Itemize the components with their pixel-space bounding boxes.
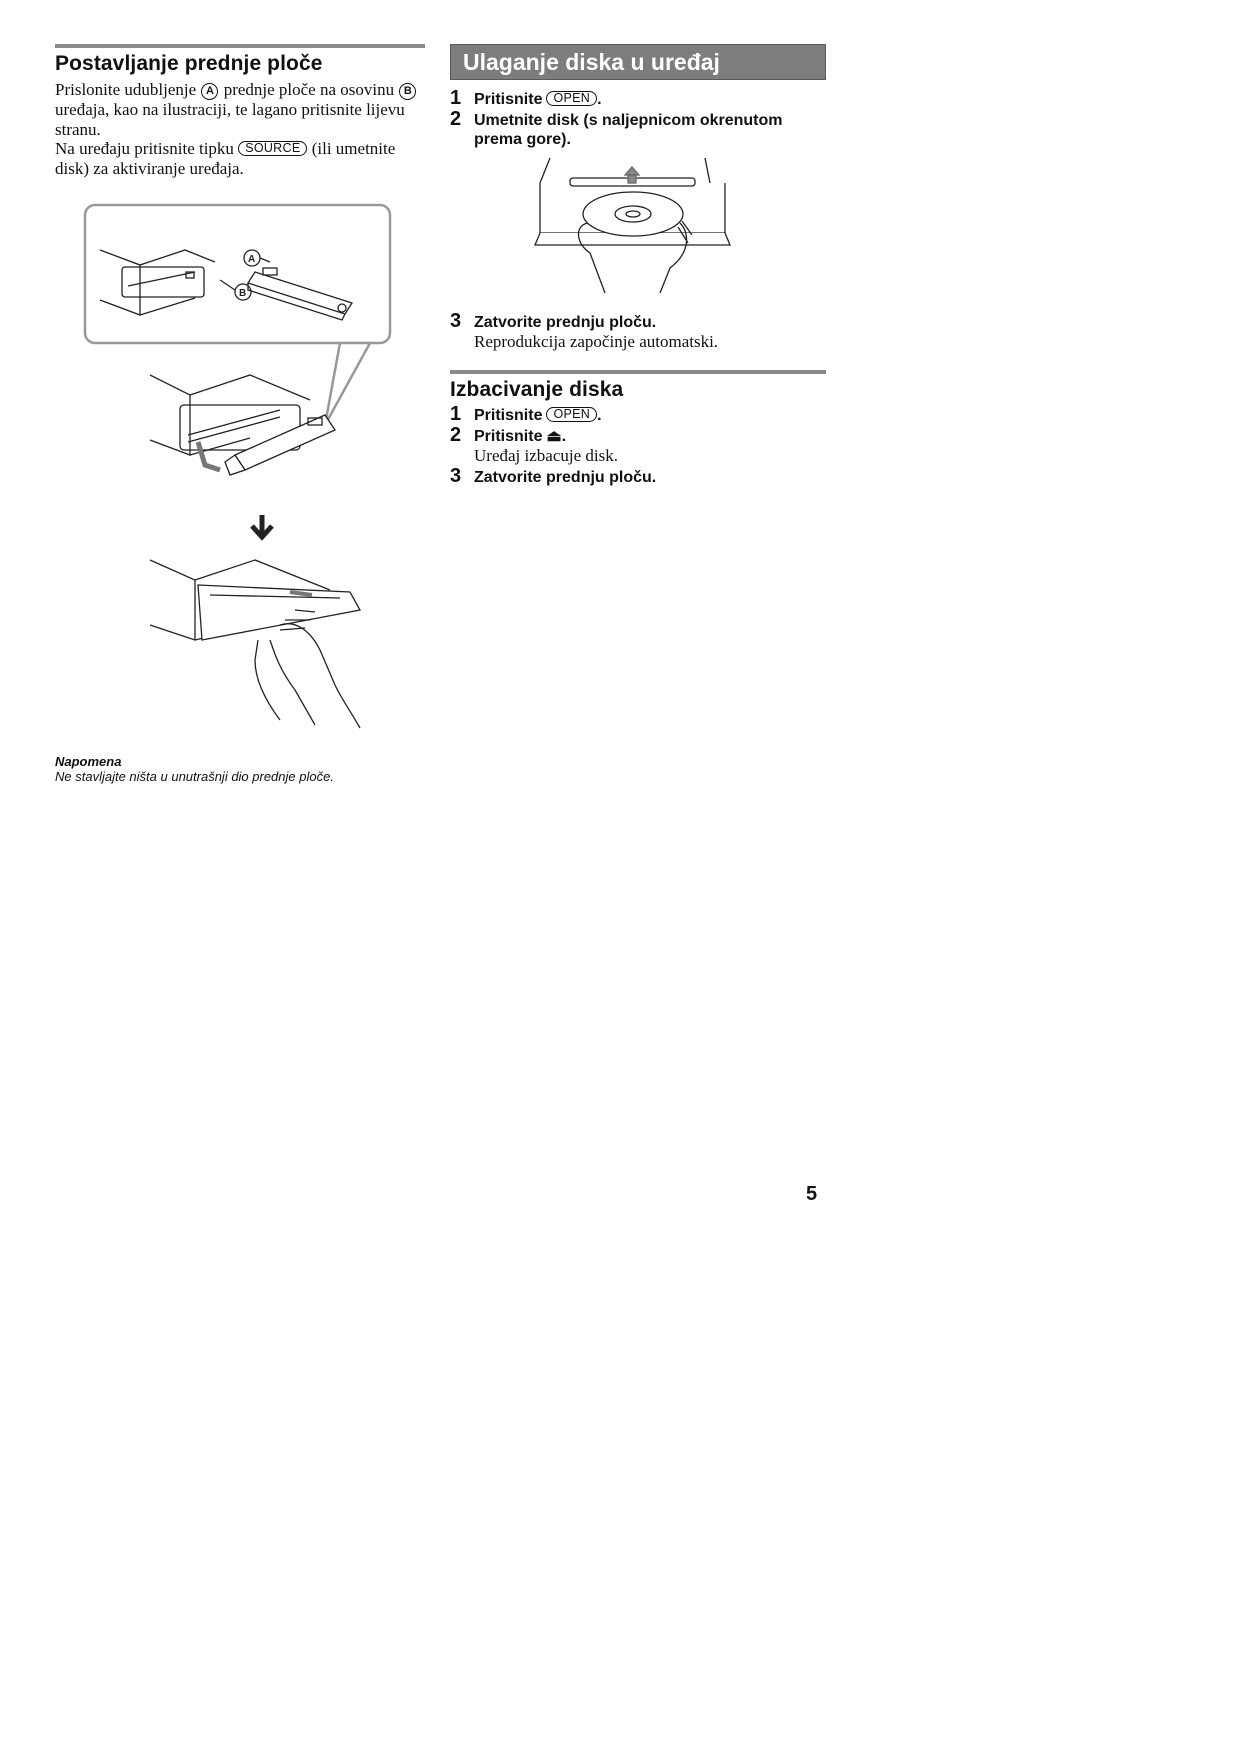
step-text: Pritisnite (474, 428, 543, 445)
step-item (450, 87, 826, 109)
section-heading: Postavljanje prednje ploče (55, 52, 323, 75)
section-title-bar: Ulaganje diska u uređaj (450, 44, 826, 80)
step-item (450, 403, 826, 425)
fig-label-a: A (248, 254, 256, 265)
step-text: Zatvorite prednju ploču. (474, 469, 657, 486)
insert-steps (450, 87, 826, 149)
step-item (450, 465, 826, 487)
section-rule (450, 370, 826, 374)
right-column (450, 44, 826, 487)
step-number: 2 (450, 108, 462, 130)
step-number: 1 (450, 87, 462, 109)
note-text: Ne stavljajte ništa u unutrašnji dio prednje ploče. (55, 769, 334, 784)
text-fragment: (ili umetnite disk) za aktiviranje uređaja. (55, 139, 396, 178)
open-key: OPEN (546, 91, 597, 106)
step-text: Umetnite disk (s naljepnicom okrenutom prema gore). (474, 112, 783, 148)
faceplate-illustration (80, 200, 410, 730)
step-text: Pritisnite (474, 91, 543, 108)
instruction-paragraph (55, 139, 425, 178)
step-number: 3 (450, 465, 462, 487)
text-fragment: Prislonite udubljenje (55, 80, 197, 99)
text-fragment: Na uređaju pritisnite tipku (55, 139, 234, 158)
note-block (55, 754, 425, 784)
text-fragment: uređaja, kao na ilustraciji, te lagano pritisnite lijevu stranu. (55, 100, 405, 139)
step-text: Pritisnite (474, 407, 543, 424)
step-description: Uređaj izbacuje disk. (474, 446, 618, 465)
note-title: Napomena (55, 754, 122, 769)
step-suffix: . (597, 91, 602, 108)
step-item (450, 108, 826, 149)
disc-insert-illustration (530, 153, 740, 303)
step-number: 1 (450, 403, 462, 425)
step-number: 3 (450, 310, 462, 332)
marker-a: A (201, 83, 218, 100)
source-key: SOURCE (238, 141, 307, 156)
step-suffix: . (561, 428, 567, 445)
step-suffix: . (597, 407, 602, 424)
step-description: Reprodukcija započinje automatski. (474, 332, 719, 351)
open-key: OPEN (546, 407, 597, 422)
left-column (55, 44, 425, 178)
step-item (450, 424, 826, 466)
section-rule (55, 44, 425, 48)
step-number: 2 (450, 424, 462, 446)
page-number: 5 (806, 1183, 818, 1205)
step-text: Zatvorite prednju ploču. (474, 314, 657, 331)
step-item (450, 310, 826, 352)
marker-b: B (399, 83, 416, 100)
instruction-paragraph (55, 80, 425, 139)
eject-heading: Izbacivanje diska (450, 378, 624, 401)
text-fragment: prednje ploče na osovinu (223, 80, 395, 99)
fig-label-b: B (239, 288, 247, 299)
eject-icon: ⏏ (546, 428, 562, 445)
